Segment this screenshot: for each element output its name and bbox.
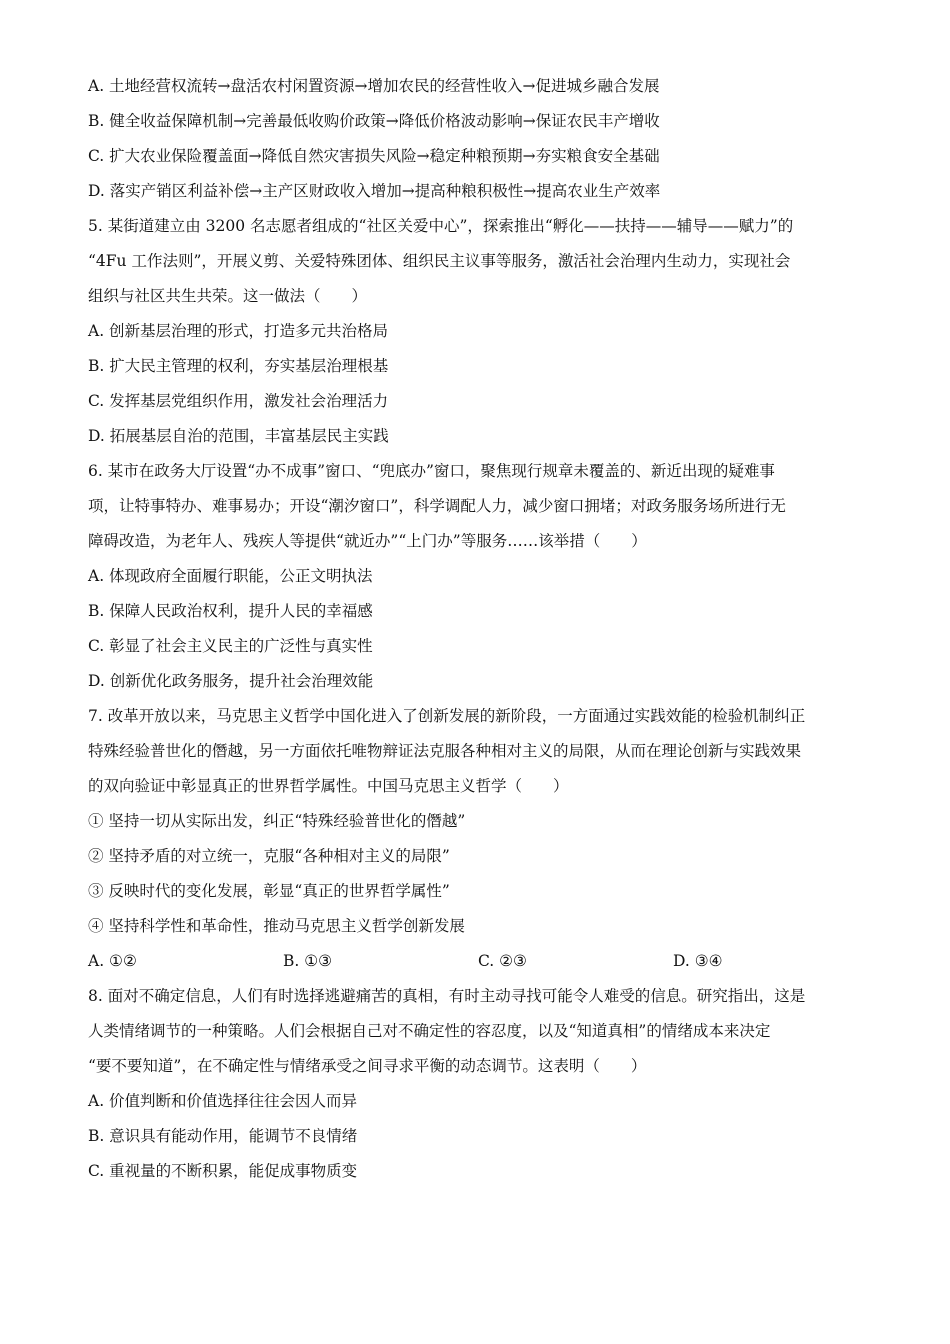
- q5-stem-line-3: 组织与社区共生共荣。这一做法（ ）: [88, 287, 368, 305]
- q7-choice-c: C. ②③: [478, 952, 527, 970]
- q8-stem-line-3: “要不要知道”，在不确定性与情绪承受之间寻求平衡的动态调节。这表明（ ）: [88, 1057, 647, 1075]
- q7-statement-4: ④ 坚持科学性和革命性，推动马克思主义哲学创新发展: [88, 917, 465, 935]
- q7-choice-b: B. ①③: [283, 952, 333, 970]
- q4-option-a: A. 土地经营权流转→盘活农村闲置资源→增加农民的经营性收入→促进城乡融合发展: [88, 77, 660, 95]
- q4-option-d: D. 落实产销区利益补偿→主产区财政收入增加→提高种粮积极性→提高农业生产效率: [88, 182, 661, 200]
- q6-option-a: A. 体现政府全面履行职能，公正文明执法: [88, 567, 373, 585]
- q7-stem-line-3: 的双向验证中彰显真正的世界哲学属性。中国马克思主义哲学（ ）: [88, 777, 569, 795]
- q6-stem-line-1: 6. 某市在政务大厅设置“办不成事”窗口、“兜底办”窗口，聚焦现行规章未覆盖的、新近出现的疑难事: [88, 462, 775, 480]
- q8-option-c: C. 重视量的不断积累，能促成事物质变: [88, 1162, 358, 1180]
- q6-stem-line-3: 障碍改造，为老年人、残疾人等提供“就近办”“上门办”等服务……该举措（ ）: [88, 532, 647, 550]
- q7-choice-a: A. ①②: [88, 952, 137, 970]
- q8-stem-line-1: 8. 面对不确定信息，人们有时选择逃避痛苦的真相，有时主动寻找可能令人难受的信息。研究指出，这是: [88, 987, 806, 1005]
- exam-page: [88, 76, 868, 1196]
- q7-choice-d: D. ③④: [673, 952, 723, 970]
- q8-stem-line-2: 人类情绪调节的一种策略。人们会根据自己对不确定性的容忍度，以及“知道真相”的情绪成本来决定: [88, 1022, 771, 1040]
- q5-stem-line-2: “4Fu 工作法则”，开展义剪、关爱特殊团体、组织民主议事等服务，激活社会治理内生动力，实现社会: [88, 252, 791, 270]
- q8-option-a: A. 价值判断和价值选择往往会因人而异: [88, 1092, 358, 1110]
- q7-statement-2: ② 坚持矛盾的对立统一，克服“各种相对主义的局限”: [88, 847, 450, 865]
- q4-option-c: C. 扩大农业保险覆盖面→降低自然灾害损失风险→稳定种粮预期→夯实粮食安全基础: [88, 147, 660, 165]
- q7-choices: [88, 951, 868, 971]
- q7-statement-3: ③ 反映时代的变化发展，彰显“真正的世界哲学属性”: [88, 882, 450, 900]
- q6-option-b: B. 保障人民政治权利，提升人民的幸福感: [88, 602, 373, 620]
- q5-option-b: B. 扩大民主管理的权利，夯实基层治理根基: [88, 357, 389, 375]
- q4-option-b: B. 健全收益保障机制→完善最低收购价政策→降低价格波动影响→保证农民丰产增收: [88, 112, 660, 130]
- q5-option-a: A. 创新基层治理的形式，打造多元共治格局: [88, 322, 389, 340]
- q5-option-d: D. 拓展基层自治的范围，丰富基层民主实践: [88, 427, 389, 445]
- q8-option-b: B. 意识具有能动作用，能调节不良情绪: [88, 1127, 358, 1145]
- q7-stem-line-2: 特殊经验普世化的僭越，另一方面依托唯物辩证法克服各种相对主义的局限，从而在理论创新与实践效果: [88, 742, 802, 760]
- q5-stem-line-1: 5. 某街道建立由 3200 名志愿者组成的“社区关爱中心”，探索推出“孵化——扶持——辅导——赋力”的: [88, 217, 794, 235]
- q6-option-d: D. 创新优化政务服务，提升社会治理效能: [88, 672, 374, 690]
- q6-stem-line-2: 项，让特事特办、难事易办；开设“潮汐窗口”，科学调配人力，减少窗口拥堵；对政务服务场所进行无: [88, 497, 786, 515]
- q7-statement-1: ① 坚持一切从实际出发，纠正“特殊经验普世化的僭越”: [88, 812, 466, 830]
- q7-stem-line-1: 7. 改革开放以来，马克思主义哲学中国化进入了创新发展的新阶段，一方面通过实践效能的检验机制纠正: [88, 707, 806, 725]
- q5-option-c: C. 发挥基层党组织作用，激发社会治理活力: [88, 392, 389, 410]
- q6-option-c: C. 彰显了社会主义民主的广泛性与真实性: [88, 637, 373, 655]
